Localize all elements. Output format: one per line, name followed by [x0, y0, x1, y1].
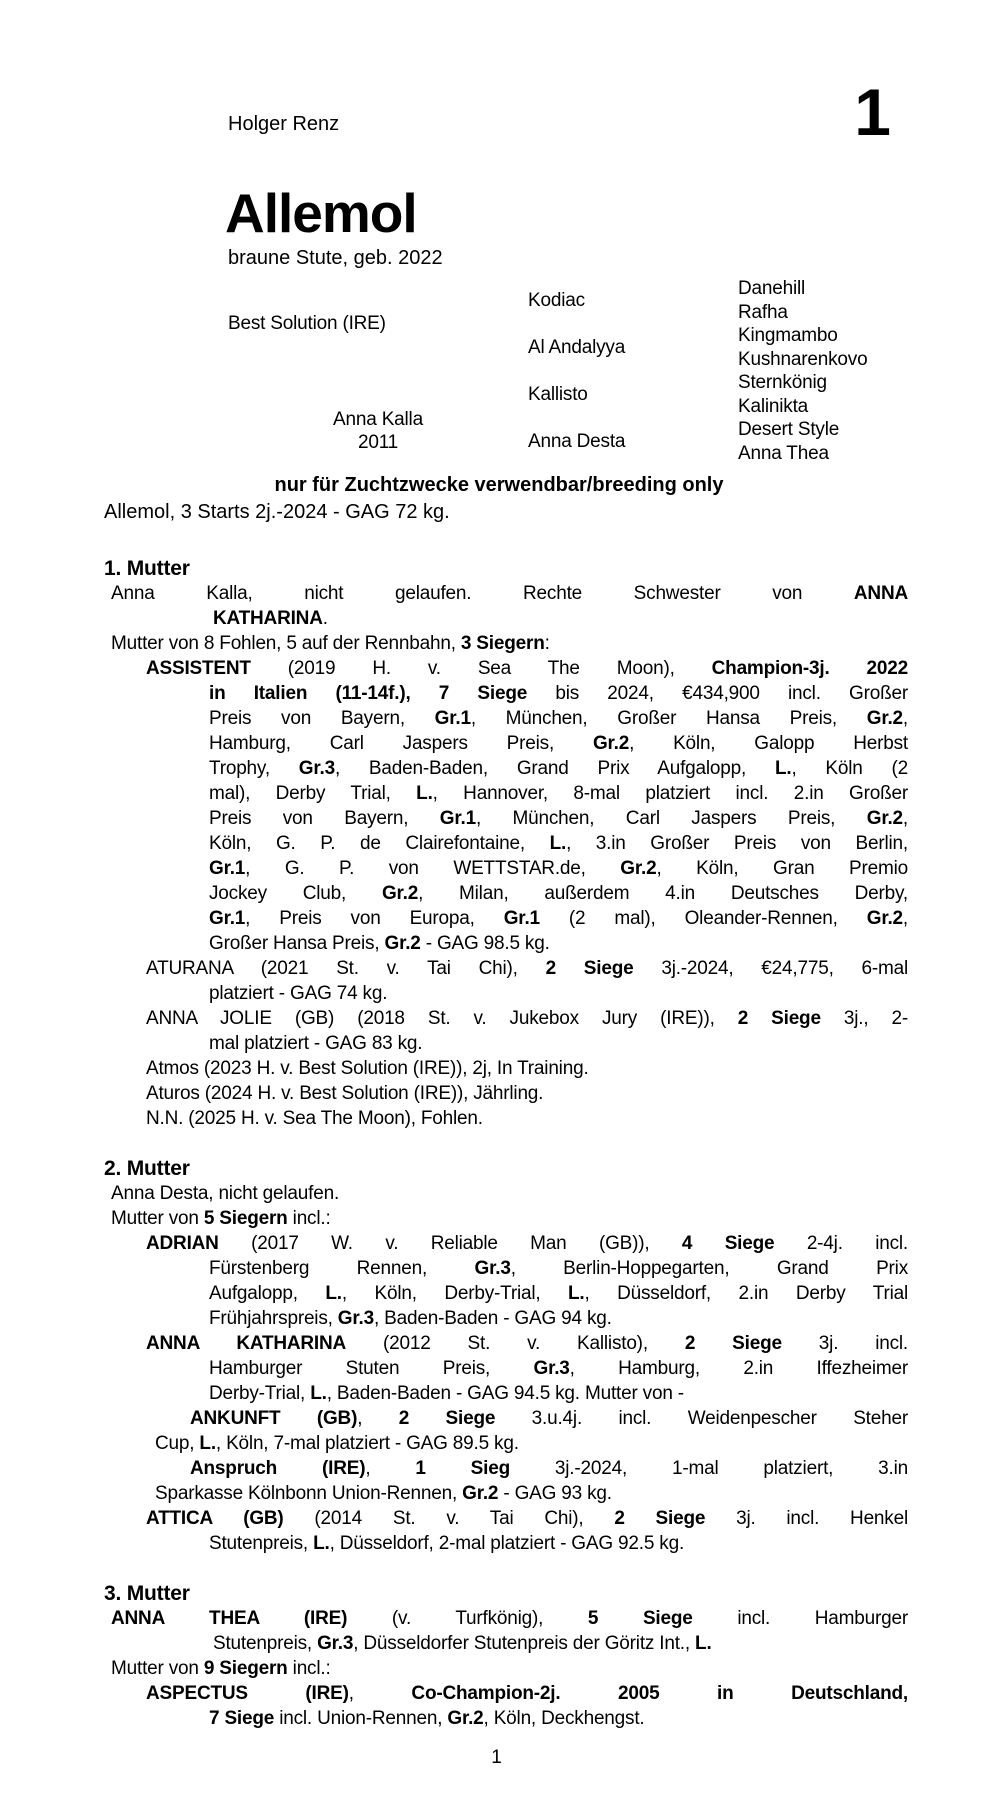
- footer-page-number: 1: [491, 1747, 502, 1768]
- pedigree-gen2-name: Kallisto: [528, 383, 588, 405]
- text-line: Hamburg, Carl Jaspers Preis, Gr.2, Köln, Galopp Herbst: [209, 733, 909, 754]
- entry-anna-thea: [104, 1606, 908, 1656]
- mutter-section: [104, 1156, 908, 1556]
- horse-name-title: Allemol: [225, 182, 417, 244]
- text-line: Gr.1, Preis von Europa, Gr.1 (2 mal), Oleander-Rennen, Gr.2,: [209, 908, 908, 929]
- text-line: Aturos (2024 H. v. Best Solution (IRE)), Jährling.: [146, 1083, 544, 1104]
- breeding-note: nur für Zuchtzwecke verwendbar/breeding only: [274, 474, 724, 496]
- entry-ankunft: [104, 1406, 908, 1456]
- pedigree-gen3-name: Kalinikta: [738, 395, 809, 417]
- pedigree-gen3-name: Sternkönig: [738, 372, 827, 393]
- entry-assistent: [104, 656, 908, 956]
- text-line: Mutter von 5 Siegern incl.:: [111, 1208, 331, 1229]
- text-line: Gr.1, G. P. von WETTSTAR.de, Gr.2, Köln, Gran Premio: [209, 858, 909, 879]
- entry-attica: [104, 1506, 908, 1556]
- mutter-section: [104, 556, 908, 1131]
- text-line: Anna Desta, nicht gelaufen.: [111, 1183, 340, 1204]
- section-heading: 1. Mutter: [104, 557, 190, 580]
- text-line: platziert - GAG 74 kg.: [209, 983, 388, 1004]
- pedigree-dam: [228, 371, 528, 465]
- entry-anspruch: [104, 1456, 908, 1506]
- pedigree-dam-name: Anna Kalla: [333, 408, 423, 430]
- catalog-number: 1: [854, 75, 891, 149]
- pedigree-table: [228, 277, 993, 465]
- text-line: Großer Hansa Preis, Gr.2 - GAG 98.5 kg.: [209, 933, 550, 954]
- pedigree-gen3-name: Desert Style: [738, 419, 840, 440]
- text-line: Köln, G. P. de Clairefontaine, L., 3.in Großer Preis von Berlin,: [209, 833, 908, 854]
- text-line: ATURANA (2021 St. v. Tai Chi), 2 Siege 3j.-2024, €24,775, 6-mal: [146, 958, 909, 979]
- text-line: 7 Siege incl. Union-Rennen, Gr.2, Köln, Deckhengst.: [209, 1708, 645, 1729]
- text-line: Trophy, Gr.3, Baden-Baden, Grand Prix Aufgalopp, L., Köln (2: [209, 758, 908, 779]
- pedigree-gen3-name: Rafha: [738, 301, 788, 323]
- text-line: Derby-Trial, L., Baden-Baden - GAG 94.5 kg. Mutter von -: [209, 1383, 684, 1404]
- entry-aturos: [104, 1081, 908, 1106]
- entry-atmos: [104, 1056, 908, 1081]
- pedigree-sire: Best Solution (IRE): [228, 313, 386, 335]
- pedigree-dam-year: 2011: [357, 432, 399, 453]
- text-line: Sparkasse Kölnbonn Union-Rennen, Gr.2 - GAG 93 kg.: [155, 1483, 612, 1504]
- pedigree-gen3-name: Kingmambo: [738, 325, 838, 346]
- text-line: ANKUNFT (GB), 2 Siege 3.u.4j. incl. Weidenpescher Steher: [190, 1408, 908, 1429]
- entry-anna-katharina: [104, 1331, 908, 1406]
- text-line: ASPECTUS (IRE), Co-Champion-2j. 2005 in Deutschland,: [146, 1683, 908, 1704]
- entry-aspectus: [104, 1681, 908, 1731]
- text-line: N.N. (2025 H. v. Sea The Moon), Fohlen.: [146, 1108, 483, 1129]
- text-line: Anna Kalla, nicht gelaufen. Rechte Schwester von ANNA: [111, 583, 908, 604]
- text-line: Fürstenberg Rennen, Gr.3, Berlin-Hoppegarten, Grand Prix: [209, 1258, 908, 1279]
- text-line: Aufgalopp, L., Köln, Derby-Trial, L., Düsseldorf, 2.in Derby Trial: [209, 1283, 909, 1304]
- text-line: Jockey Club, Gr.2, Milan, außerdem 4.in Deutsches Derby,: [209, 883, 908, 904]
- pedigree-gen3-name: Anna Thea: [738, 442, 829, 464]
- section-heading: 2. Mutter: [104, 1157, 190, 1180]
- text-line: Hamburger Stuten Preis, Gr.3, Hamburg, 2.in Iffezheimer: [209, 1358, 908, 1379]
- text-line: mal platziert - GAG 83 kg.: [209, 1033, 423, 1054]
- text-line: Cup, L., Köln, 7-mal platziert - GAG 89.5 kg.: [155, 1433, 519, 1454]
- text-line: Atmos (2023 H. v. Best Solution (IRE)), 2j, In Training.: [146, 1058, 589, 1079]
- text-line: ATTICA (GB) (2014 St. v. Tai Chi), 2 Siege 3j. incl. Henkel: [146, 1508, 908, 1529]
- pedigree-gen2-name: Kodiac: [528, 289, 585, 311]
- pedigree-gen3-name: Kushnarenkovo: [738, 348, 868, 370]
- breeder-name: Holger Renz: [228, 113, 340, 135]
- entry-nn: [104, 1106, 908, 1131]
- text-line: mal), Derby Trial, L., Hannover, 8-mal platziert incl. 2.in Großer: [209, 783, 908, 804]
- produce-summary: [104, 1656, 908, 1681]
- text-line: in Italien (11-14f.), 7 Siege bis 2024, €434,900 incl. Großer: [209, 683, 908, 704]
- produce-summary: [104, 1206, 908, 1231]
- mutter-sections: [104, 556, 908, 1731]
- text-line: Preis von Bayern, Gr.1, München, Großer Hansa Preis, Gr.2,: [209, 708, 909, 729]
- text-line: Stutenpreis, L., Düsseldorf, 2-mal platziert - GAG 92.5 kg.: [209, 1533, 685, 1554]
- entry-anna-jolie: [104, 1006, 908, 1056]
- text-line: ASSISTENT (2019 H. v. Sea The Moon), Champion-3j. 2022: [146, 658, 909, 679]
- text-line: ANNA JOLIE (GB) (2018 St. v. Jukebox Jury (IRE)), 2 Siege 3j., 2-: [146, 1008, 908, 1029]
- pedigree-gen2-name: Al Andalyya: [528, 336, 626, 358]
- race-record: Allemol, 3 Starts 2j.-2024 - GAG 72 kg.: [104, 501, 450, 523]
- entry-adrian: [104, 1231, 908, 1331]
- pedigree-gen2-name: Anna Desta: [528, 430, 626, 452]
- text-line: ADRIAN (2017 W. v. Reliable Man (GB)), 4 Siege 2-4j. incl.: [146, 1233, 908, 1254]
- section-heading: 3. Mutter: [104, 1582, 190, 1605]
- produce-summary: [104, 631, 908, 656]
- text-line: Anspruch (IRE), 1 Sieg 3j.-2024, 1-mal platziert, 3.in: [190, 1458, 908, 1479]
- text-line: Frühjahrspreis, Gr.3, Baden-Baden - GAG 94 kg.: [209, 1308, 612, 1329]
- text-line: ANNA THEA (IRE) (v. Turfkönig), 5 Siege incl. Hamburger: [111, 1608, 909, 1629]
- dam-note: [104, 1181, 908, 1206]
- entry-aturana: [104, 956, 908, 1006]
- text-line: Mutter von 8 Fohlen, 5 auf der Rennbahn, 3 Siegern:: [111, 633, 550, 654]
- text-line: Mutter von 9 Siegern incl.:: [111, 1658, 331, 1679]
- text-line: KATHARINA.: [213, 608, 328, 629]
- pedigree-gen3-name: Danehill: [738, 278, 806, 299]
- text-line: ANNA KATHARINA (2012 St. v. Kallisto), 2 Siege 3j. incl.: [146, 1333, 909, 1354]
- dam-note: [104, 581, 908, 631]
- mutter-section: [104, 1581, 908, 1731]
- text-line: Preis von Bayern, Gr.1, München, Carl Jaspers Preis, Gr.2,: [209, 808, 908, 829]
- horse-description: braune Stute, geb. 2022: [228, 247, 443, 269]
- text-line: Stutenpreis, Gr.3, Düsseldorfer Stutenpreis der Göritz Int., L.: [213, 1633, 712, 1654]
